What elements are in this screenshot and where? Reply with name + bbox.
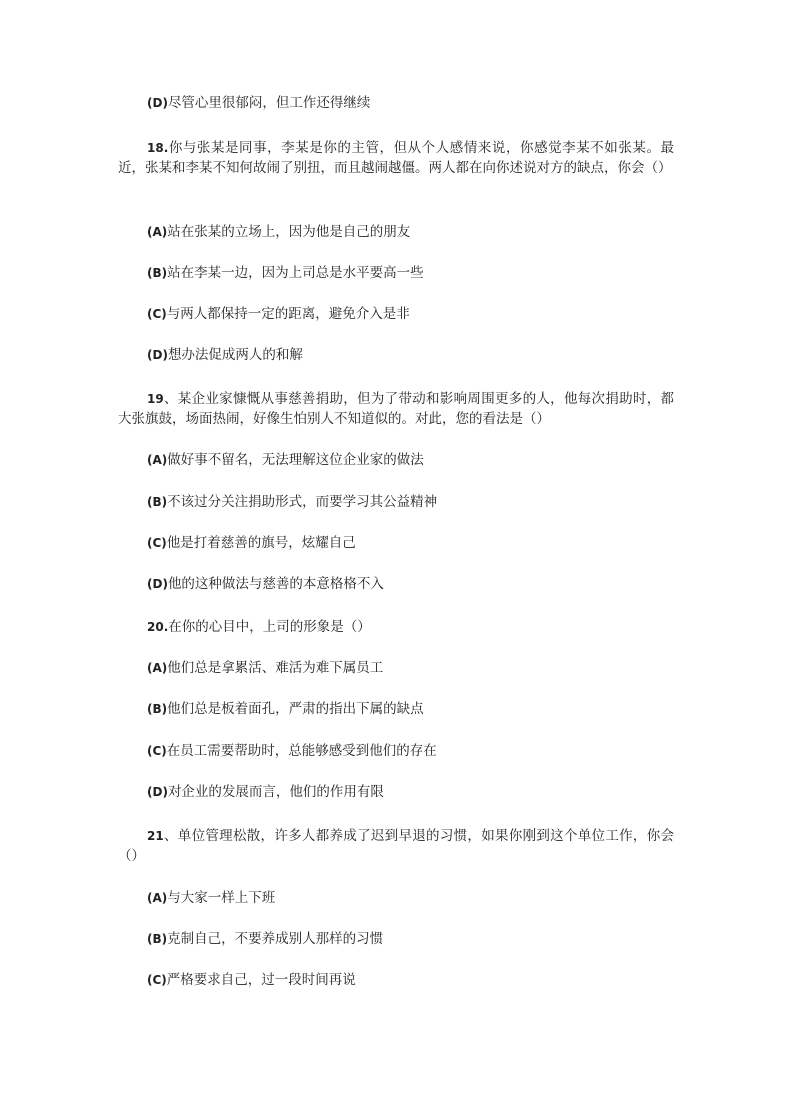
option-label: (D): [147, 577, 168, 591]
answer-option: [118, 93, 674, 113]
option-label: (A): [147, 891, 168, 905]
answer-option: [118, 741, 674, 761]
option-label: (B): [147, 495, 168, 509]
question-number: 20.: [147, 620, 169, 634]
answer-option: [118, 574, 674, 594]
option-label: (B): [147, 932, 168, 946]
answer-option: [118, 929, 674, 949]
option-text: 对企业的发展而言，他们的作用有限: [167, 784, 384, 800]
answer-option: [118, 888, 674, 908]
answer-option: [118, 263, 674, 283]
answer-option: [118, 782, 674, 802]
option-text: 克制自己，不要养成别人那样的习惯: [167, 931, 384, 947]
question-text: [118, 389, 674, 429]
option-text: 严格要求自己，过一段时间再说: [166, 972, 356, 988]
option-label: (C): [147, 973, 167, 987]
option-text: 他们总是板着面孔，严肃的指出下属的缺点: [167, 701, 424, 717]
option-label: (C): [147, 536, 167, 550]
option-text: 他们总是拿累活、难活为难下属员工: [167, 660, 384, 676]
option-text: 站在李某一边，因为上司总是水平要高一些: [167, 265, 424, 281]
option-label: (A): [147, 225, 168, 239]
option-label: (C): [147, 744, 167, 758]
question-body: 、单位管理松散，许多人都养成了迟到早退的习惯，如果你刚到这个单位工作，你会（）: [118, 828, 674, 864]
answer-option: [118, 304, 674, 324]
question-body: 在你的心目中，上司的形象是（）: [168, 619, 371, 635]
question-text: [118, 826, 674, 866]
option-text: 他的这种做法与慈善的本意格格不入: [167, 576, 384, 592]
option-label: (D): [147, 785, 168, 799]
option-text: 与两人都保持一定的距离，避免介入是非: [166, 306, 410, 322]
question-body: 、某企业家慷慨从事慈善捐助，但为了带动和影响周围更多的人，他每次捐助时，都大张旗鼓，场面热闹，好像生怕别人不知道似的。对此，您的看法是（）: [118, 391, 674, 427]
option-label: (D): [147, 348, 168, 362]
answer-option: [118, 658, 674, 678]
answer-option: [118, 970, 674, 990]
question-number: 18.: [147, 141, 169, 155]
answer-option: [118, 699, 674, 719]
option-label: (D): [147, 96, 168, 110]
option-label: (C): [147, 307, 167, 321]
answer-option: [118, 492, 674, 512]
option-text: 他是打着慈善的旗号，炫耀自己: [166, 535, 356, 551]
answer-option: [118, 345, 674, 365]
answer-option: [118, 450, 674, 470]
option-label: (A): [147, 661, 168, 675]
option-text: 在员工需要帮助时，总能够感受到他们的存在: [166, 743, 437, 759]
option-label: (B): [147, 266, 168, 280]
question-number: 21: [147, 829, 164, 843]
option-text: 尽管心里很郁闷，但工作还得继续: [167, 95, 371, 111]
question-text: [118, 138, 674, 178]
answer-option: [118, 222, 674, 242]
option-text: 与大家一样上下班: [167, 890, 276, 906]
option-text: 做好事不留名，无法理解这位企业家的做法: [167, 452, 424, 468]
question-text: [118, 617, 674, 637]
answer-option: [118, 533, 674, 553]
question-number: 19: [147, 392, 164, 406]
question-body: 你与张某是同事，李某是你的主管，但从个人感情来说，你感觉李某不如张某。最近，张某和李某不知何故闹了别扭，而且越闹越僵。两人都在向你述说对方的缺点，你会（）: [118, 140, 674, 176]
option-text: 想办法促成两人的和解: [167, 347, 303, 363]
option-label: (B): [147, 702, 168, 716]
option-label: (A): [147, 453, 168, 467]
option-text: 不该过分关注捐助形式，而要学习其公益精神: [167, 494, 438, 510]
option-text: 站在张某的立场上，因为他是自己的朋友: [167, 224, 411, 240]
